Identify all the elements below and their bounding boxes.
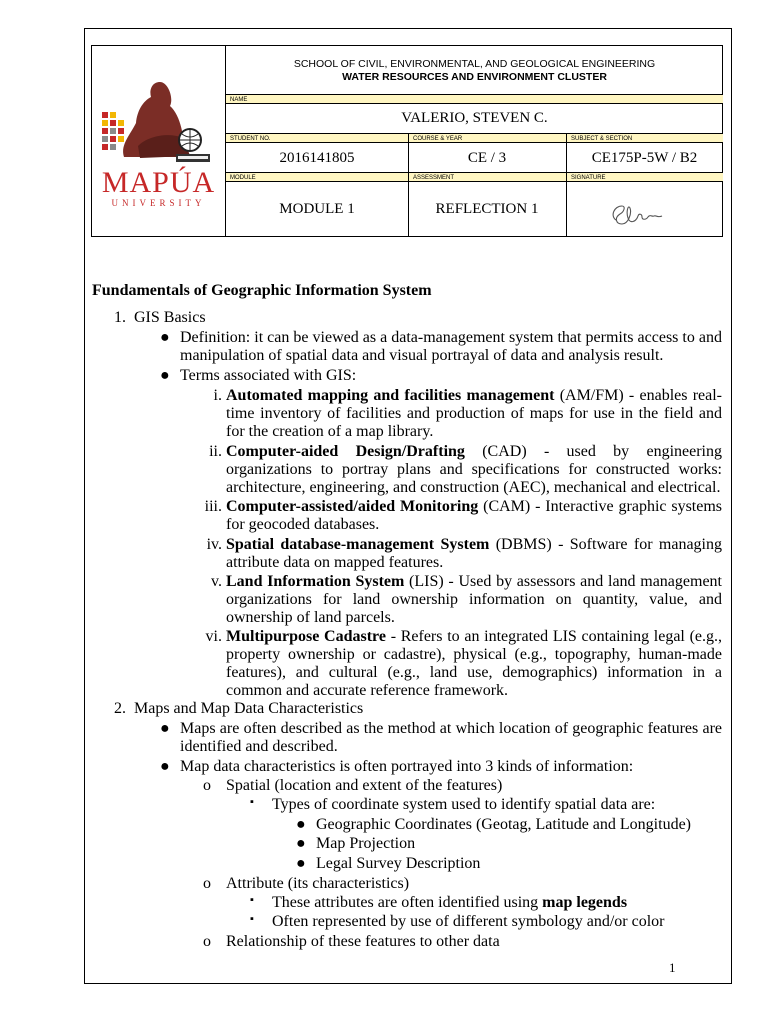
student-name: VALERIO, STEVEN C. bbox=[401, 110, 548, 126]
map-data-intro: Map data characteristics is often portrayed into 3 kinds of information: bbox=[180, 758, 634, 775]
bullet-icon: ● bbox=[160, 329, 170, 346]
term-name: Multipurpose Cadastre bbox=[226, 628, 386, 645]
term-name: Computer-aided Design/Drafting bbox=[226, 443, 465, 460]
course-year-label: COURSE & YEAR bbox=[408, 133, 566, 143]
school-name: SCHOOL OF CIVIL, ENVIRONMENTAL, AND GEOLOGICAL ENGINEERING bbox=[293, 58, 656, 70]
symbology-note: Often represented by use of different symbology and/or color bbox=[272, 913, 665, 930]
section-2-heading: Maps and Map Data Characteristics bbox=[134, 700, 364, 717]
attribute-item: Attribute (its characteristics) bbox=[226, 875, 410, 892]
coord-item: Map Projection bbox=[316, 835, 416, 852]
term-item bbox=[226, 536, 722, 572]
bullet-icon: ● bbox=[160, 758, 170, 775]
section-1-number: 1. bbox=[114, 309, 126, 326]
bullet-icon: ● bbox=[296, 835, 306, 852]
term-numeral: iv. bbox=[206, 536, 222, 553]
assessment-value: REFLECTION 1 bbox=[435, 201, 539, 217]
section-1-heading: GIS Basics bbox=[134, 309, 206, 326]
term-numeral: i. bbox=[213, 387, 222, 404]
term-name: Automated mapping and facilities management bbox=[226, 387, 555, 404]
legend-note bbox=[272, 894, 627, 912]
bullet-icon: ● bbox=[160, 367, 170, 384]
coord-item: Legal Survey Description bbox=[316, 855, 481, 872]
term-description: (CAD) - used by engineering organizations to portray plans and specifications for constructed works: architecture, engineering, and construction (AEC), mechanical and electrical. bbox=[226, 443, 722, 496]
term-description: (LIS) - Used by assessors and land management organizations for land ownership information on quantity, value, and ownership of land parcels. bbox=[226, 573, 723, 626]
term-description: (DBMS) - Software for managing attribute data on mapped features. bbox=[226, 536, 722, 571]
term-numeral: iii. bbox=[204, 498, 222, 515]
square-bullet-icon: ▪ bbox=[250, 913, 254, 925]
module-label: MODULE bbox=[226, 172, 408, 182]
term-name: Land Information System bbox=[226, 573, 405, 590]
term-numeral: v. bbox=[211, 573, 222, 590]
definition-text: Definition: it can be viewed as a data-management system that permits access to and manipulation of spatial data and visual portrayal of data and analysis result. bbox=[180, 329, 722, 364]
page-number: 1 bbox=[669, 960, 676, 975]
document-title: Fundamentals of Geographic Information System bbox=[92, 282, 432, 299]
maps-description: Maps are often described as the method at which location of geographic features are identified and described. bbox=[180, 720, 722, 755]
term-name: Computer-assisted/aided Monitoring bbox=[226, 498, 479, 515]
section-2-number: 2. bbox=[114, 700, 126, 717]
term-item bbox=[226, 443, 722, 497]
term-item bbox=[226, 498, 722, 534]
bullet-icon: ● bbox=[296, 816, 306, 833]
legend-note-bold: map legends bbox=[542, 894, 628, 911]
course-year: CE / 3 bbox=[467, 150, 507, 166]
subject-section: CE175P-5W / B2 bbox=[591, 150, 698, 166]
signature-image bbox=[594, 190, 684, 234]
square-bullet-icon: ▪ bbox=[250, 894, 254, 906]
term-numeral: vi. bbox=[205, 628, 222, 645]
university-logo bbox=[92, 46, 226, 236]
circle-bullet-icon: o bbox=[203, 875, 211, 892]
student-number: 2016141805 bbox=[279, 150, 355, 166]
name-label: NAME bbox=[226, 94, 723, 104]
spatial-item: Spatial (location and extent of the features) bbox=[226, 777, 503, 794]
circle-bullet-icon: o bbox=[203, 777, 211, 794]
module-value: MODULE 1 bbox=[279, 201, 355, 217]
term-description: (CAM) - Interactive graphic systems for geocoded databases. bbox=[226, 498, 723, 533]
school-heading bbox=[226, 46, 723, 93]
legend-note-text: These attributes are often identified using bbox=[272, 894, 543, 911]
terms-intro: Terms associated with GIS: bbox=[180, 367, 357, 384]
subject-section-label: SUBJECT & SECTION bbox=[566, 133, 723, 143]
term-numeral: ii. bbox=[209, 443, 222, 460]
bullet-icon: ● bbox=[160, 720, 170, 737]
coord-system-intro: Types of coordinate system used to identify spatial data are: bbox=[272, 796, 656, 813]
relationship-item: Relationship of these features to other data bbox=[226, 933, 500, 950]
square-bullet-icon: ▪ bbox=[250, 796, 254, 808]
bullet-icon: ● bbox=[296, 855, 306, 872]
cluster-name: WATER RESOURCES AND ENVIRONMENT CLUSTER bbox=[342, 71, 607, 83]
logo-subtitle: UNIVERSITY bbox=[111, 198, 206, 208]
term-item bbox=[226, 573, 722, 627]
signature-label: SIGNATURE bbox=[566, 172, 723, 182]
term-description: (AM/FM) - enables real-time inventory of facilities and production of maps for use in the field and for the creation of a map library. bbox=[226, 387, 722, 440]
coord-item: Geographic Coordinates (Geotag, Latitude and Longitude) bbox=[316, 816, 691, 833]
header-table bbox=[91, 45, 723, 237]
student-no-label: STUDENT NO. bbox=[226, 133, 408, 143]
logo-wordmark: MAPÚA bbox=[101, 166, 216, 199]
term-item bbox=[226, 387, 722, 441]
term-item bbox=[226, 628, 722, 700]
term-description: - Refers to an integrated LIS containing legal (e.g., property ownership or cadastre), physical (e.g., topography, human-made features), and cultural (e.g., land use, demographics) information in a common and accurate reference framework. bbox=[226, 628, 723, 699]
assessment-label: ASSESSMENT bbox=[408, 172, 566, 182]
term-name: Spatial database-management System bbox=[226, 536, 490, 553]
circle-bullet-icon: o bbox=[203, 933, 211, 950]
